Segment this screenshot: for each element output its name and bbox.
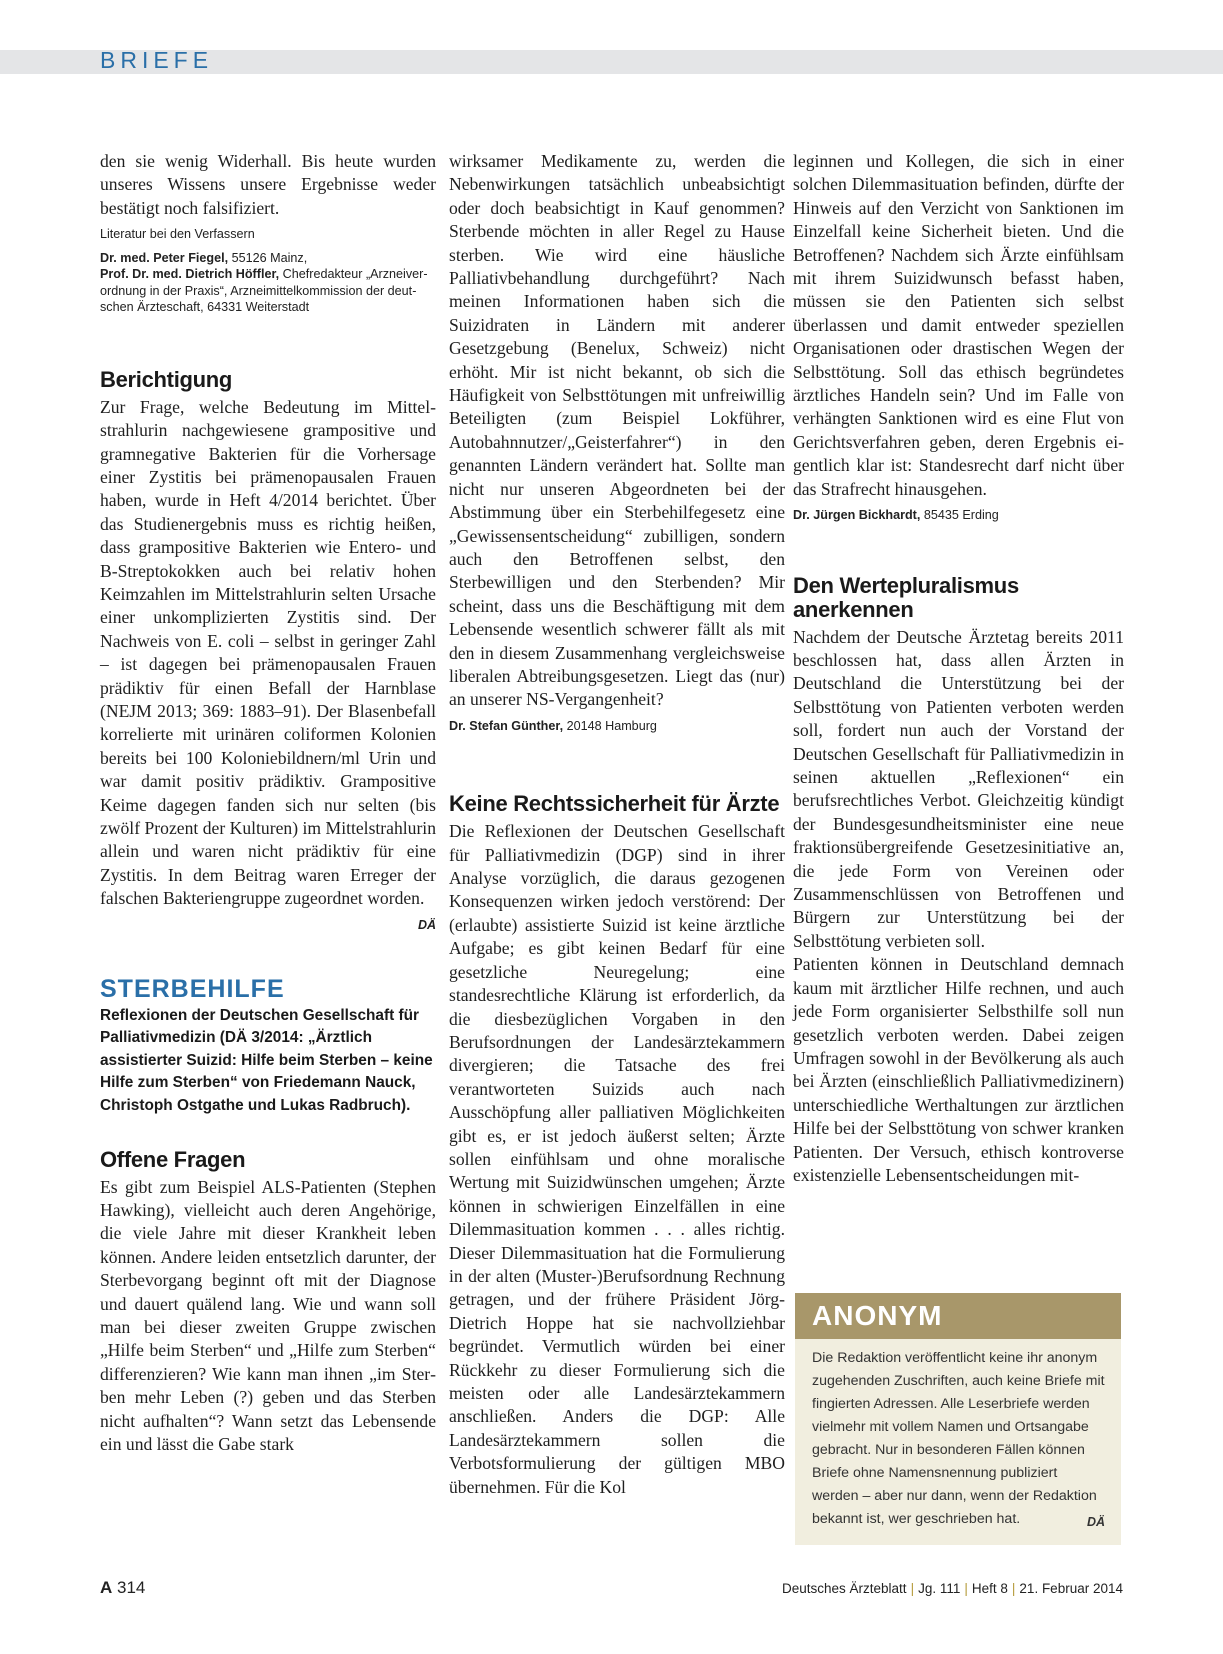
topic-kicker: STERBEHILFE xyxy=(100,974,285,1003)
page-prefix: A xyxy=(100,1578,113,1597)
letter-text: Die Reflexionen der Deutschen Gesellschaft für Palliativmedizin (DGP) sind in ihrer Analyse vorzüglich, die daraus gezogenen Konsequenzen wirken jedoch verstörend: Der (erlaubte) assistierte Suizid ist keine ärztliche Aufgabe; es gibt keinen Bedarf für eine gesetzliche Neuregelung; eine standesrechtliche Klärung ist erforderlich, da die diesbezüglichen Vorgaben in den Berufsordnungen der Landesärztekammern divergieren; die Tatsache des frei verantworteten Suizids auch nach Ausschöpfung aller palliativen Möglichkeiten gibt es, er ist jedoch äußerst selten; Ärzte sollen einfühlsam und ohne moralische Wertung mit Suizidwünschen umgehen; Ärzte können in schwierigen Einzelfällen in eine Dilemmasituation kommen . . . alles richtig. Dieser Dilemmasituation hat die Formulierung in der alten (Muster-)Berufsordnung Rechnung getragen, und der frühere Präsident Jörg-Dietrich Hoppe hat sie nachvollziehbar begründet. Vermutlich würden bei einer Rückkehr zu dieser Formulierung sich die meisten oder alle Landesärztekammern anschließen. Anders die DGP: Alle Landesärztekammern sollen die Verbotsformulierung der gültigen MBO übernehmen. Für die Kol xyxy=(449,821,785,1497)
editor-signature: DÄ xyxy=(417,917,436,932)
letter-text: Nachdem der Deutsche Ärztetag bereits 2011 beschlossen hat, dass allen Ärzten in Deutschland die Unterstützung bei der Selbsttötung von Patienten verboten werden soll, fordert nun auch der Vorstand der Deutschen Gesellschaft für Palliativmedizin in seinen aktuellen „Reflexionen“ ein berufsrechtliches Verbot. Gleichzeitig kündigt der Bundesgesundheitsminister eine neue fraktionsübergreifende Gesetzesinitiative an, die jede Form von Vereinen oder Zusammenschlüssen von Betroffenen und Bürgern zur Unterstützung bei der Selbsttötung verbieten soll. xyxy=(793,626,1124,951)
column-1 xyxy=(100,150,436,1457)
correction-heading: Berichtigung xyxy=(100,366,233,392)
anonym-info-box xyxy=(795,1293,1121,1545)
info-box-body: Die Redaktion veröffentlicht keine ihr anonym zugehenden Zuschriften, auch keine Briefe mit fingierten Adressen. Alle Leserbriefe werden vielmehr mit vollem Namen und Ortsangabe gebracht. Nur in besonderen Fällen können Briefe ohne Namensnennung publiziert werden – aber nur dann, wenn der Redaktion bekannt ist, wer geschrieben hat. xyxy=(812,1350,1105,1527)
page-number-value: 314 xyxy=(117,1578,146,1597)
correction-text xyxy=(100,396,436,932)
column-3 xyxy=(793,150,1124,1187)
letter-text: leginnen und Kollegen, die sich in einer solchen Dilemmasituation befinden, dürfte der Hinweis auf den Verzicht von Sanktionen im Einzelfall keine Sicherheit bieten. Und die Betroffenen? Nachdem sich Ärzte einfühlsam mit ihrem Suizidwunsch befasst haben, müssen sie den Patienten sich selbst überlassen und damit entweder speziellen Organisationen oder drastischen Wegen der Selbsttötung. Soll das ethisch begründetes ärztliches Handeln sein? Und im Falle von verhängten Sanktionen wird es eine Flut von Gerichtsverfahren geben, deren Ergebnis eigentlich klar ist: Standesrecht darf nicht über das Strafrecht hinausgehen. xyxy=(793,151,1124,499)
section-label: BRIEFE xyxy=(100,47,214,73)
author-place: 85435 Erding xyxy=(920,508,999,523)
letter-heading: Keine Rechtssicherheit für Ärzte xyxy=(449,791,780,817)
literature-note: Literatur bei den Verfassern xyxy=(100,227,255,242)
page-number xyxy=(100,1578,145,1598)
author-place: 20148 Hamburg xyxy=(563,718,657,733)
letter-author xyxy=(449,718,785,735)
letter-text: Es gibt zum Beispiel ALS-Patienten (Stephen Hawking), vielleicht auch deren Angehörige, die viele Jahre mit dieser Krankheit leben können. Andere leiden entsetzlich darunter, der Sterbevorgang beginnt oft mit der Diagnose und dauert quälend lang. Wie und wann soll man bei dieser zweiten Gruppe zwischen „Hilfe beim Sterben“ und „Hilfe zum Sterben“ differenzieren? Wie kann man ihnen „im Sterben mehr Leben (?) geben und das Sterben nicht aufhalten“? Wann setzt das Lebensende ein und lässt die Gabe stark xyxy=(100,1176,436,1455)
letter-heading: Offene Fragen xyxy=(100,1146,246,1172)
author-name: Prof. Dr. med. Dietrich Höffler, xyxy=(100,267,280,282)
column-2 xyxy=(449,150,785,1499)
journal-issue: Heft 8 xyxy=(971,1581,1008,1596)
journal-date: 21. Februar 2014 xyxy=(1019,1581,1123,1596)
letter-text: Patienten können in Deutschland demnach kaum mit ärztlicher Hilfe rechnen, und auch jede Form organisierter Selbsthilfe soll nun gesetzlich verboten werden. Dabei zeigen Umfragen sowohl in der Bevölkerung als auch bei Ärzten (einschließlich Palliativmedizinern) unterschiedliche Werthaltungen zur ärztlichen Hilfe bei der Selbsttötung von schwer kranken Patienten. Der Versuch, ethisch kontroverse existenzielle Lebensentscheidungen mit- xyxy=(793,954,1124,1185)
author-name: Dr. Stefan Günther, xyxy=(449,718,564,733)
separator: | xyxy=(910,1581,915,1596)
author-place: 55126 Mainz, xyxy=(228,250,308,265)
separator: | xyxy=(964,1581,968,1596)
separator: | xyxy=(1011,1581,1016,1596)
editor-signature: DÄ xyxy=(1086,1515,1105,1529)
letter-authors xyxy=(100,250,436,316)
author-affiliation: Chefredakteur „Arzneiverordnung in der Praxis“, Arzneimittelkommission der deutschen Ärzteschaft, 64331 Weiterstadt xyxy=(100,267,428,315)
letter-text: wirksamer Medikamente zu, werden die Nebenwirkungen tatsächlich unbeabsichtigt oder doch beabsichtigt in Kauf genommen? Sterbende möchten in aller Regel zu Hause sterben. Wie wird eine häusliche Palliativbehandlung durchgeführt? Nach meinen Informationen haben sich die Suizidraten in Ländern mit anderer Gesetzgebung (Benelux, Schweiz) nicht erhöht. Mir ist nicht bekannt, ob sich die Häufigkeit von Selbsttötungen mit unfreiwillig Beteiligten (zum Beispiel Lokführer, Autobahnnutzer/„Geisterfahrer“) in den genannten Ländern verändert hat. Sollte man nicht nur unseren Abgeordneten bei der Abstimmung über ein Sterbehilfegesetz eine „Gewissensentscheidung“ zubilligen, sondern auch den Betroffenen selbst, den Sterbewilligen und den Sterbenden? Mir scheint, dass uns die Beschäftigung mit dem Lebensende wesentlich schwerer fällt als mit den in diesem Zusammenhang vergleichsweise liberalen Abtreibungsgesetzen. Liegt das (nur) an unserer NS-Vergangenheit? xyxy=(449,151,785,710)
topic-lead: Reflexionen der Deutschen Gesellschaft für Palliativmedizin (DÄ 3/2014: „Ärztlich assistierter Suizid: Hilfe beim Sterben – keine Hilfe zum Sterben“ von Friedemann Nauck, Christoph Ostgathe und Lukas Radbruch). xyxy=(100,1006,433,1115)
journal-citation xyxy=(782,1581,1123,1596)
letter-continuation-text: den sie wenig Widerhall. Bis heute wurden unseres Wissens unsere Ergebnisse weder bestätigt noch falsifiziert. xyxy=(100,151,436,218)
author-name: Dr. med. Peter Fiegel, xyxy=(100,250,229,265)
author-name: Dr. Jürgen Bickhardt, xyxy=(793,508,921,523)
correction-body: Zur Frage, welche Bedeutung im Mittelstrahlurin nachgewiesene grampositive und gramnegative Bakterien für die Vorhersage einer Zystitis bei prämenopausalen Frauen haben, wurde in Heft 4/2014 berichtet. Über das Studienergebnis muss es richtig heißen, dass grampositive Bakterien wie Entero- und B-Streptokokken auch bei relativ hohen Keimzahlen im Mittelstrahlurin selten Ursache einer unkomplizierten Zystitis sind. Der Nachweis von E. coli – selbst in geringer Zahl – ist dagegen bei prämenopausalen Frauen prädiktiv für einen Befall der Harnblase (NEJM 2013; 369: 1883–91). Der Blasenbefall korrelierte mit urinären coliformen Kolonien bereits bei 100 Koloniebildnern/ml Urin und war damit positiv prädiktiv. Grampositive Keime dagegen fanden sich nur selten (bis zwölf Prozent der Kulturen) im Mittelstrahlurin allein und waren nicht prädiktiv für eine Zystitis. In dem Beitrag waren Erreger der falschen Bakteriengruppe zugeordnet worden. xyxy=(100,396,436,909)
journal-volume: Jg. 111 xyxy=(918,1581,961,1596)
journal-name: Deutsches Ärzteblatt xyxy=(782,1581,907,1596)
info-box-heading: ANONYM xyxy=(795,1293,1121,1339)
letter-author xyxy=(793,507,1124,524)
info-box-text xyxy=(795,1339,1121,1531)
letter-heading: Den Wertepluralismus anerkennen xyxy=(793,572,1019,622)
